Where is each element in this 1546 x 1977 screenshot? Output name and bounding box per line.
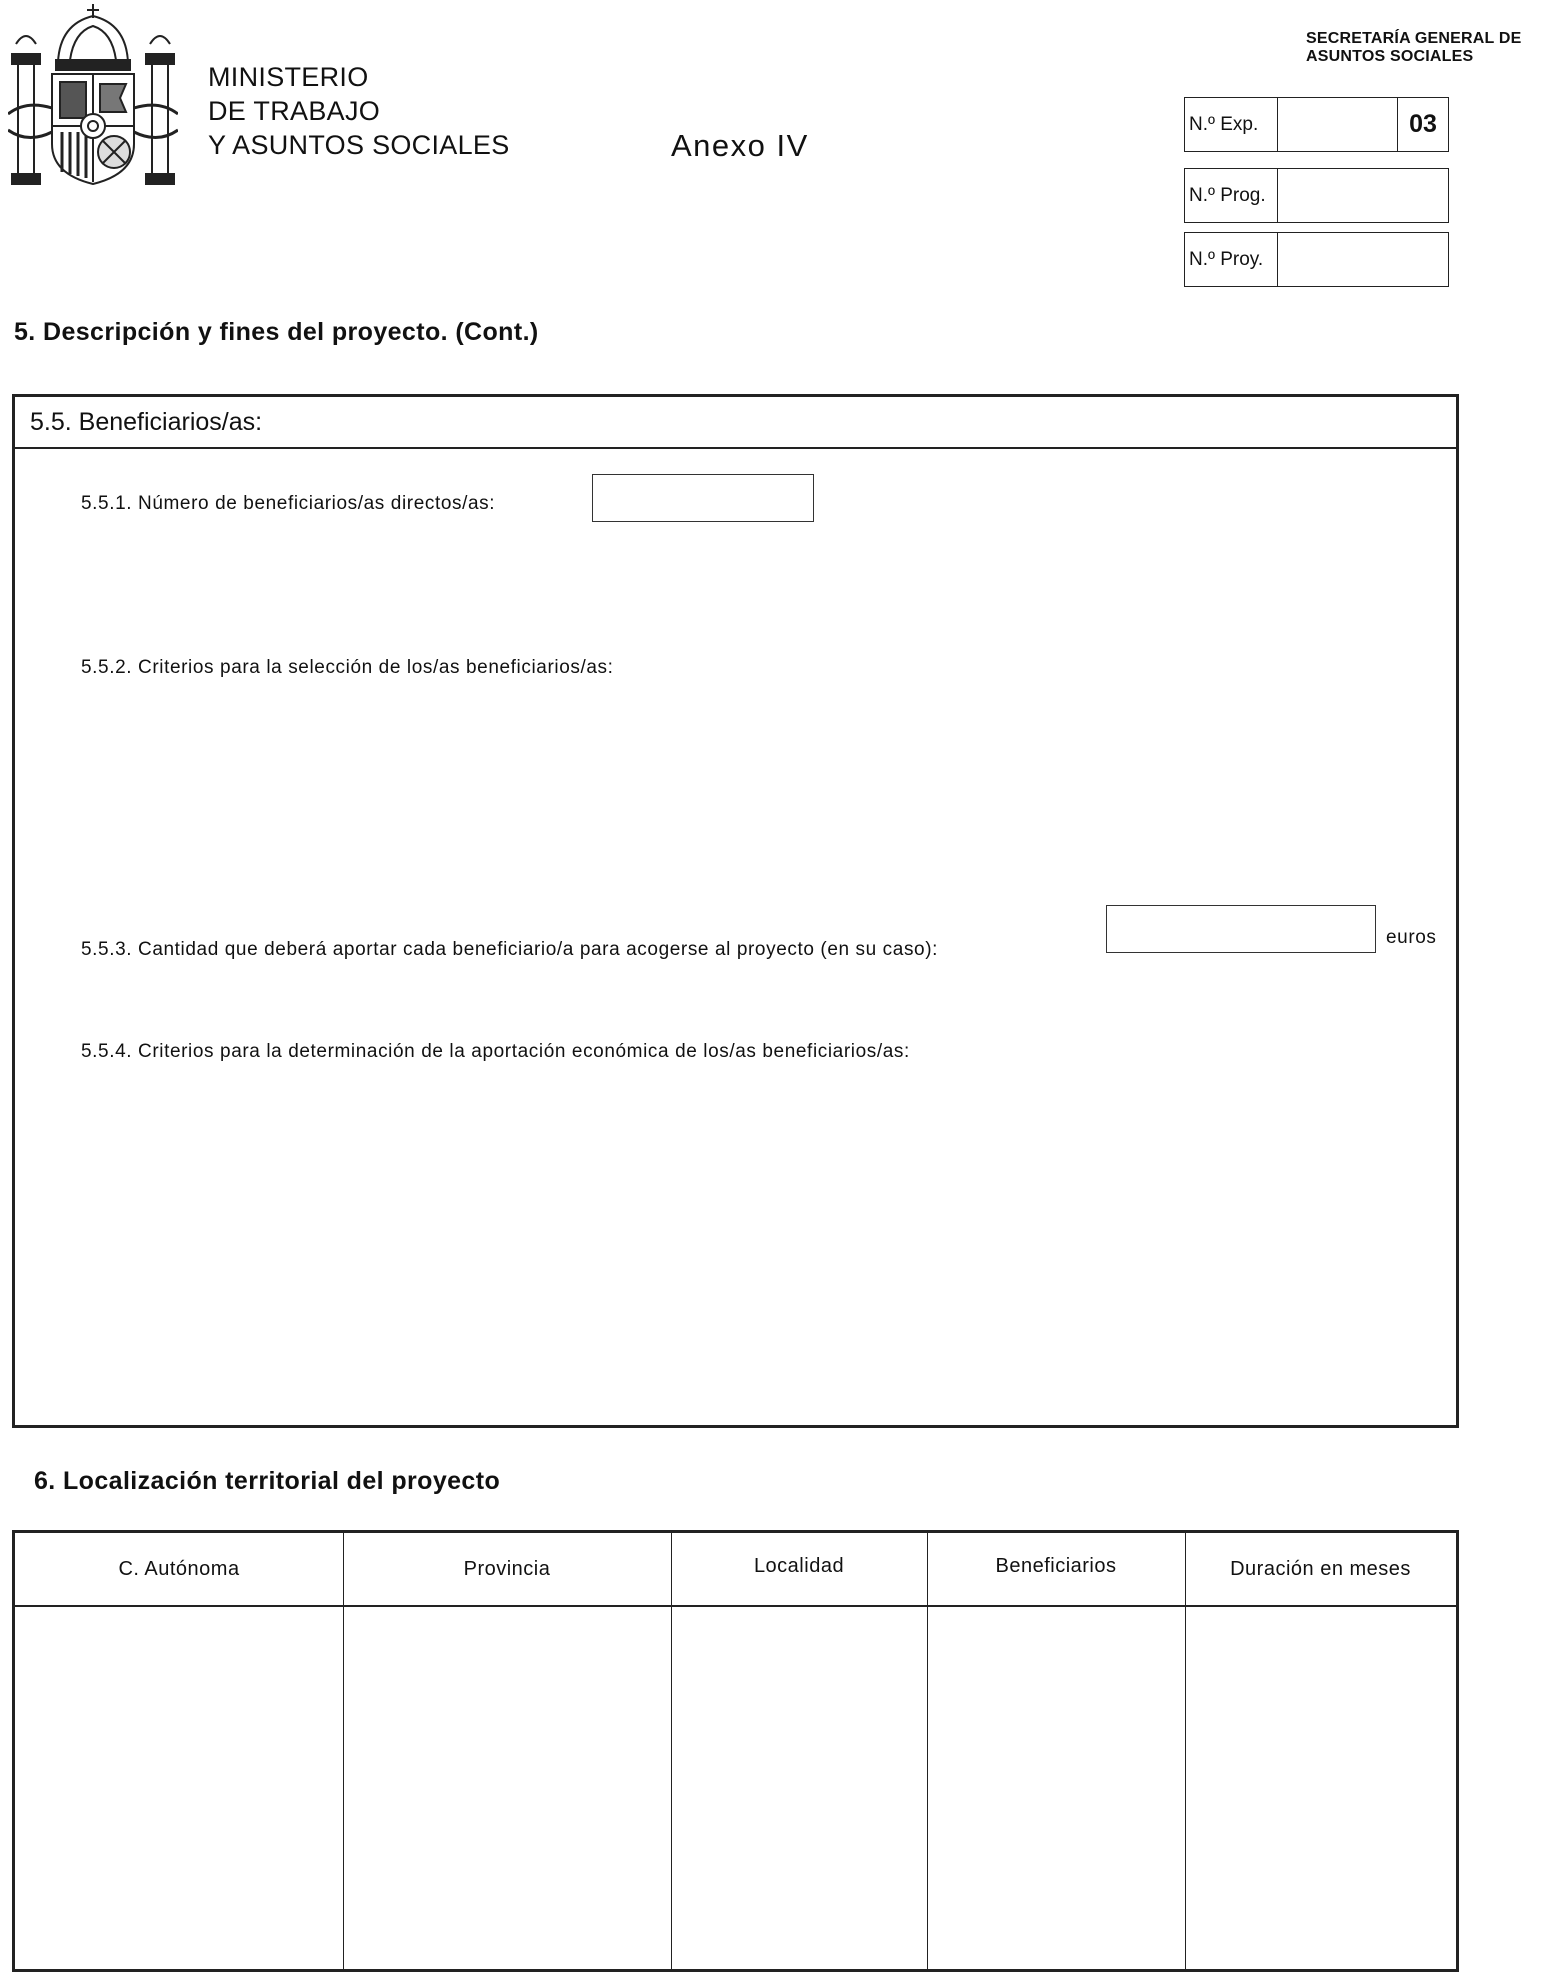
direct-beneficiaries-input[interactable]	[592, 474, 814, 522]
beneficiaries-cell[interactable]	[929, 1607, 1185, 1969]
duration-cell[interactable]	[1187, 1607, 1456, 1969]
q554-label: 5.5.4. Criterios para la determinación de la aportación económica de los/as beneficiarios/as:	[81, 1041, 910, 1062]
col-header-autonomous-community: C. Autónoma	[118, 1557, 240, 1580]
q552-label: 5.5.2. Criterios para la selección de los/as beneficiarios/as:	[81, 657, 614, 678]
col-header-duration: Duración en meses	[1230, 1557, 1411, 1580]
section-5-title: 5. Descripción y fines del proyecto. (Cont.)	[14, 318, 539, 346]
beneficiary-contribution-input[interactable]	[1106, 905, 1376, 953]
proj-number-label: N.º Proy.	[1185, 233, 1278, 286]
ministry-line-3: Y ASUNTOS SOCIALES	[208, 130, 510, 160]
euros-unit-label: euros	[1386, 927, 1437, 948]
secretariat-name	[1306, 30, 1521, 66]
prog-number-label: N.º Prog.	[1185, 169, 1278, 222]
secretariat-line-1: SECRETARÍA GENERAL DE	[1306, 30, 1522, 47]
beneficiaries-panel-title: 5.5. Beneficiarios/as:	[15, 397, 1456, 449]
section-6-title: 6. Localización territorial del proyecto	[34, 1467, 501, 1495]
secretariat-line-2: ASUNTOS SOCIALES	[1306, 48, 1474, 65]
col-header-locality: Localidad	[753, 1554, 845, 1577]
exp-number-label: N.º Exp.	[1185, 98, 1278, 151]
autonomous-community-cell[interactable]	[15, 1607, 343, 1969]
col-header-beneficiaries: Beneficiarios	[995, 1554, 1117, 1577]
exp-number-box	[1184, 97, 1449, 152]
q551-label: 5.5.1. Número de beneficiarios/as directos/as:	[81, 493, 496, 514]
ministry-name	[208, 60, 510, 162]
territorial-location-table	[12, 1530, 1459, 1972]
prog-number-field[interactable]	[1278, 169, 1448, 222]
selection-criteria-area[interactable]	[81, 687, 1381, 887]
ministry-line-1: MINISTERIO	[208, 62, 369, 92]
locality-cell[interactable]	[673, 1607, 927, 1969]
ministry-line-2: DE TRABAJO	[208, 96, 381, 126]
proj-number-field[interactable]	[1278, 233, 1448, 286]
coat-of-arms-logo	[8, 4, 178, 190]
proj-number-box	[1184, 232, 1449, 287]
col-header-province: Provincia	[463, 1557, 551, 1580]
prog-number-box	[1184, 168, 1449, 223]
province-cell[interactable]	[345, 1607, 671, 1969]
contribution-criteria-area[interactable]	[81, 1071, 1381, 1401]
q553-label: 5.5.3. Cantidad que deberá aportar cada beneficiario/a para acogerse al proyecto (en su caso):	[81, 939, 939, 960]
exp-code: 03	[1397, 98, 1448, 151]
beneficiaries-panel	[12, 394, 1459, 1428]
annex-title: Anexo IV	[671, 128, 809, 163]
